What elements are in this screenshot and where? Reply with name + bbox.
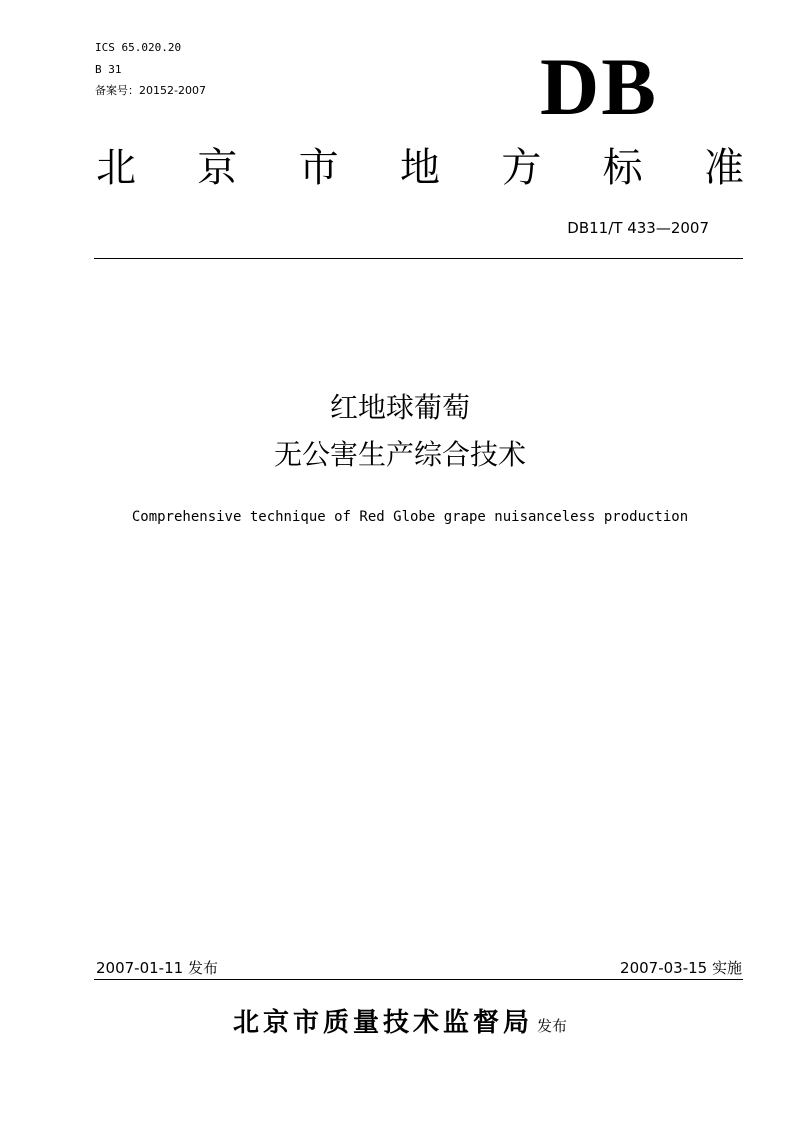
- top-divider: [94, 258, 743, 259]
- title-line-2: 无公害生产综合技术: [273, 438, 526, 471]
- english-title: Comprehensive technique of Red Globe grape nuisanceless production: [131, 509, 689, 525]
- implementation-date: 2007-03-15 实施: [620, 959, 742, 977]
- issuer-line: [0, 1002, 800, 1039]
- filing-number: 备案号：20152-2007: [95, 84, 206, 97]
- standard-type-char: 方: [501, 145, 542, 191]
- db-logo: DB: [540, 41, 658, 132]
- bottom-divider: [94, 979, 743, 980]
- standard-number: DB11/T 433—2007: [567, 219, 709, 237]
- standard-type-char: 市: [298, 145, 339, 191]
- standard-type-char: 标: [602, 145, 643, 191]
- ics-code: ICS 65.020.20: [95, 41, 182, 54]
- issuer-action: 发布: [537, 1017, 568, 1035]
- classification-code: B 31: [95, 63, 122, 76]
- standard-type-char: 准: [703, 145, 744, 191]
- issuer-name: 北京市质量技术监督局: [232, 1008, 533, 1038]
- standard-type-char: 京: [197, 145, 238, 191]
- issue-date: 2007-01-11 发布: [96, 959, 218, 977]
- standard-type-heading: [96, 143, 744, 193]
- standard-type-char: 地: [399, 145, 440, 191]
- title-line-1: 红地球葡萄: [329, 391, 470, 424]
- standard-type-char: 北: [96, 145, 136, 191]
